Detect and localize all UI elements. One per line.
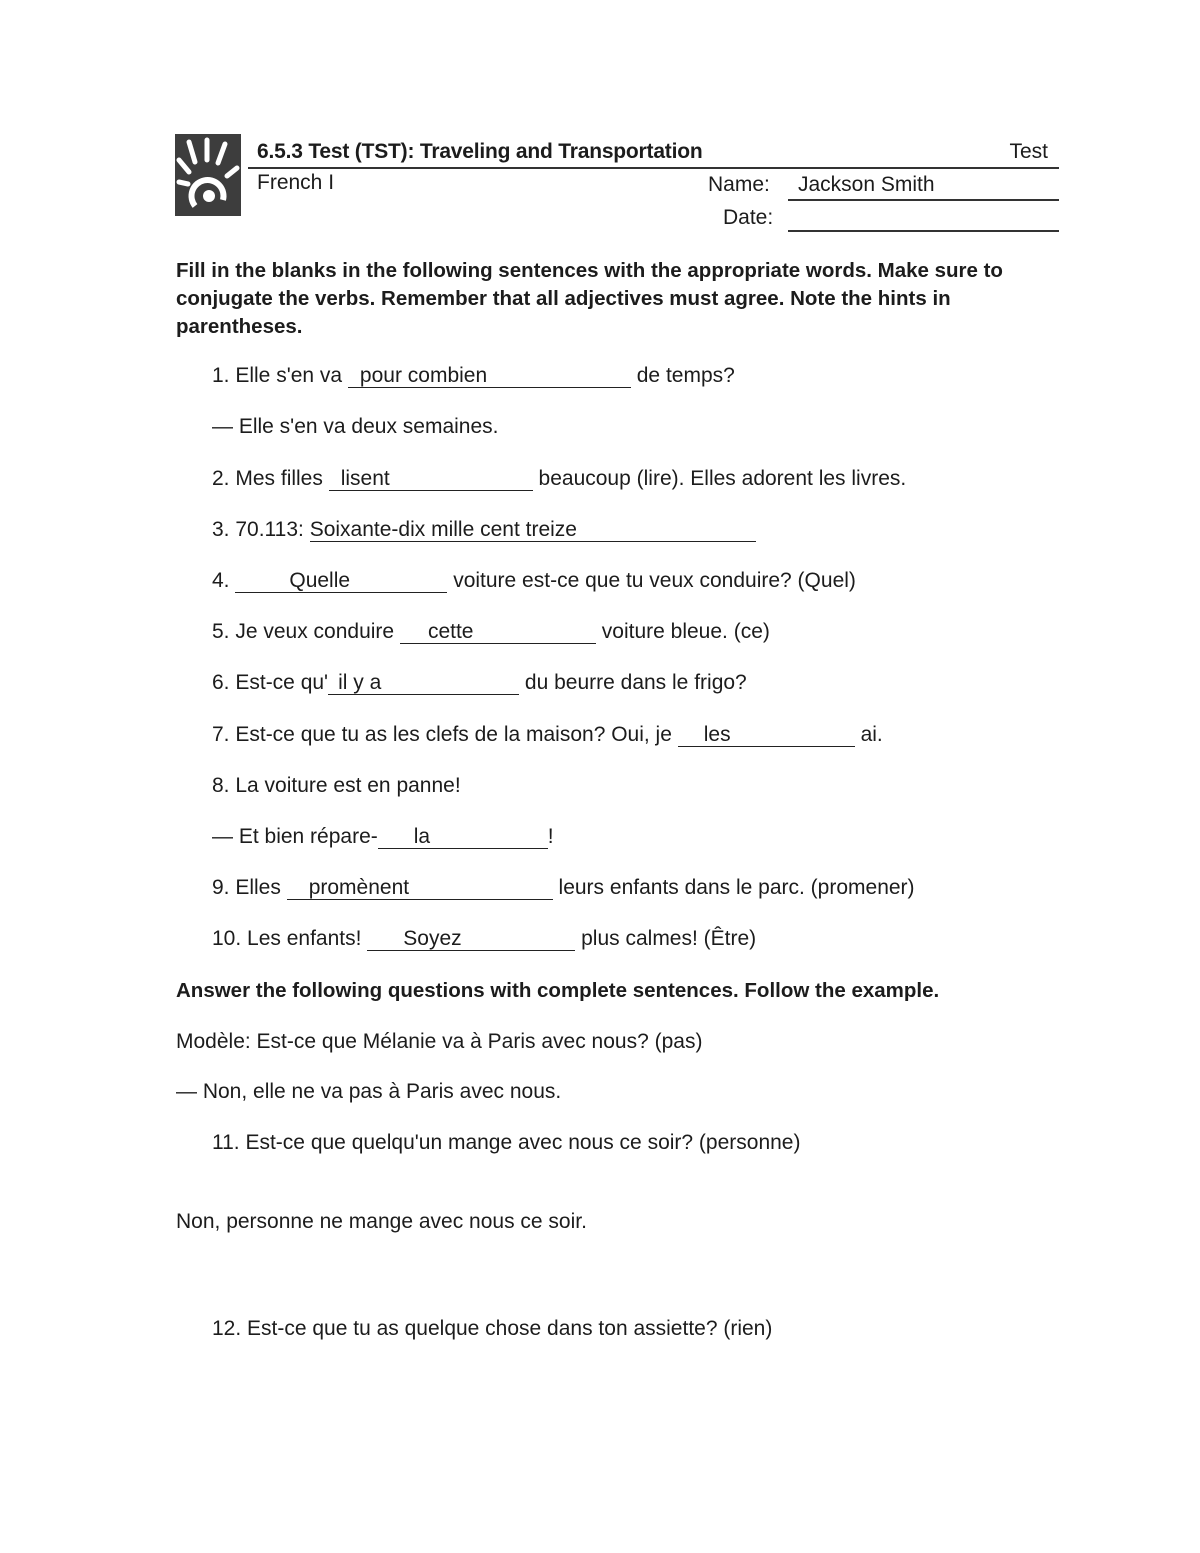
date-label: Date: bbox=[723, 206, 774, 229]
question-6-suffix: du beurre dans le frigo? bbox=[519, 671, 747, 694]
question-1 bbox=[212, 364, 735, 388]
answer-1: pour combien bbox=[359, 364, 488, 387]
answer-6: il y a bbox=[338, 671, 382, 694]
answer-blank-10[interactable] bbox=[367, 927, 575, 951]
answer-5: cette bbox=[427, 620, 474, 643]
question-8-reply bbox=[212, 825, 554, 849]
answer-blank-6[interactable] bbox=[328, 671, 519, 695]
header-rule bbox=[248, 167, 1059, 169]
question-10 bbox=[212, 927, 756, 951]
answer-blank-7[interactable] bbox=[678, 723, 855, 747]
date-field-line bbox=[788, 230, 1059, 232]
question-9-text: 9. Elles bbox=[212, 876, 287, 899]
question-5 bbox=[212, 620, 770, 644]
model-question: Modèle: Est-ce que Mélanie va à Paris avec nous? (pas) bbox=[176, 1030, 703, 1053]
answer-blank-9[interactable] bbox=[287, 876, 553, 900]
question-1-suffix: de temps? bbox=[630, 364, 735, 387]
question-8-reply-suffix: ! bbox=[547, 825, 554, 848]
course-name: French I bbox=[257, 171, 335, 194]
question-8-reply-text: — Et bien répare- bbox=[212, 825, 378, 848]
answer-questions-instructions: Answer the following questions with complete sentences. Follow the example. bbox=[176, 979, 940, 1002]
question-4-text: 4. bbox=[212, 569, 236, 592]
answer-blank-4[interactable] bbox=[235, 569, 447, 593]
question-9 bbox=[212, 876, 915, 900]
answer-blank-1[interactable] bbox=[348, 364, 631, 388]
question-1-reply: — Elle s'en va deux semaines. bbox=[212, 415, 499, 438]
question-10-suffix: plus calmes! (Être) bbox=[575, 927, 757, 950]
test-type: Test bbox=[1009, 140, 1048, 163]
question-6-text: 6. Est-ce qu' bbox=[212, 671, 329, 694]
question-11: 11. Est-ce que quelqu'un mange avec nous ce soir? (personne) bbox=[212, 1131, 801, 1154]
answer-blank-5[interactable] bbox=[400, 620, 596, 644]
name-field-line bbox=[788, 199, 1059, 201]
name-label: Name: bbox=[708, 173, 770, 196]
question-7 bbox=[212, 723, 883, 747]
test-title: 6.5.3 Test (TST): Traveling and Transportation bbox=[257, 140, 703, 163]
question-8: 8. La voiture est en panne! bbox=[212, 774, 461, 797]
answer-3: Soixante-dix mille cent treize bbox=[309, 518, 577, 541]
question-1-text: 1. Elle s'en va bbox=[212, 364, 348, 387]
question-5-suffix: voiture bleue. (ce) bbox=[595, 620, 770, 643]
question-3 bbox=[212, 518, 756, 542]
question-2 bbox=[212, 467, 906, 491]
question-4 bbox=[212, 569, 856, 593]
answer-11[interactable]: Non, personne ne mange avec nous ce soir. bbox=[176, 1210, 587, 1233]
sunburst-logo bbox=[175, 134, 241, 216]
model-answer: — Non, elle ne va pas à Paris avec nous. bbox=[176, 1080, 562, 1103]
answer-9: promènent bbox=[308, 876, 410, 899]
question-4-suffix: voiture est-ce que tu veux conduire? (Quel) bbox=[447, 569, 856, 592]
question-10-text: 10. Les enfants! bbox=[212, 927, 368, 950]
question-2-suffix: beaucoup (lire). Elles adorent les livres. bbox=[532, 467, 907, 490]
answer-2: lisent bbox=[340, 467, 390, 490]
question-7-text: 7. Est-ce que tu as les clefs de la maison? Oui, je bbox=[212, 723, 678, 746]
answer-7: les bbox=[703, 723, 731, 746]
question-3-text: 3. 70.113: bbox=[212, 518, 310, 541]
answer-blank-3[interactable] bbox=[310, 518, 756, 542]
question-12: 12. Est-ce que tu as quelque chose dans ton assiette? (rien) bbox=[212, 1317, 773, 1340]
answer-blank-8[interactable] bbox=[378, 825, 548, 849]
answer-blank-2[interactable] bbox=[329, 467, 533, 491]
answer-10: Soyez bbox=[403, 927, 462, 950]
question-9-suffix: leurs enfants dans le parc. (promener) bbox=[552, 876, 915, 899]
question-5-text: 5. Je veux conduire bbox=[212, 620, 400, 643]
question-2-text: 2. Mes filles bbox=[212, 467, 329, 490]
name-value[interactable]: Jackson Smith bbox=[798, 173, 935, 196]
fill-blanks-instructions: Fill in the blanks in the following sentences with the appropriate words. Make sure to conjugate the verbs. Remember that all adjectives must agree. Note the hints in parentheses. bbox=[176, 259, 1003, 338]
answer-4: Quelle bbox=[289, 569, 351, 592]
question-7-suffix: ai. bbox=[854, 723, 883, 746]
answer-8: la bbox=[413, 825, 431, 848]
question-6 bbox=[212, 671, 747, 695]
